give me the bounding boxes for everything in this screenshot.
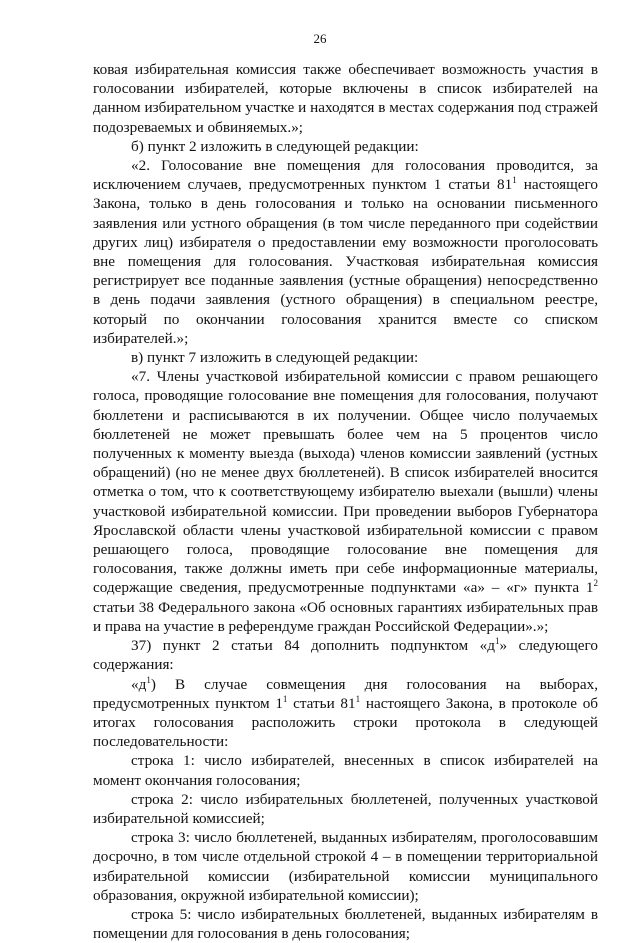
paragraph (93, 828, 598, 905)
paragraph-text: строка 1: число избирателей, внесенных в список избирателей на момент окончания голосования; (93, 752, 598, 789)
paragraph-text: настоящего Закона, только в день голосования и только на основании письменного заявления или устного обращения (в том числе переданного при содействии других лиц) избирателя о предоставлении ему возможности проголосовать вне помещения для голосования. Участковая избирательная комиссия регистрирует все поданные заявления (устные обращения) непосредственно в день подачи заявления (устного обращения) в специальном реестре, который по окончании голосования хранится вместе со списком избирателей.»; (93, 176, 598, 347)
page-number: 26 (313, 31, 327, 46)
paragraph (93, 137, 598, 156)
paragraph (93, 905, 598, 943)
paragraph-text: «д (131, 675, 147, 693)
paragraph (93, 790, 598, 828)
paragraph-text: строка 5: число избирательных бюллетеней, выданных избирателям в помещении для голосования в день голосования; (93, 905, 598, 943)
superscript: 1 (282, 693, 288, 704)
paragraph (93, 636, 598, 674)
paragraph-text: «2. Голосование вне помещения для голосования проводится, за исключением случаев, предусмотренных пунктом 1 статьи 81 (93, 157, 598, 194)
paragraph-text: 37) пункт 2 статьи 84 дополнить подпунктом «д (131, 637, 495, 655)
paragraph-text: б) пункт 2 изложить в следующей редакции: (131, 137, 419, 155)
superscript: 1 (355, 693, 361, 704)
paragraph (93, 675, 598, 752)
paragraph-text: ) В случае совмещения дня голосования на выборах, предусмотренных пунктом 1 (93, 675, 598, 712)
superscript: 1 (494, 636, 500, 647)
superscript: 1 (146, 674, 151, 685)
paragraph (93, 348, 598, 367)
paragraph (93, 751, 598, 789)
document-body (93, 60, 598, 943)
superscript: 1 (512, 175, 517, 186)
paragraph (93, 60, 598, 137)
paragraph (93, 367, 598, 636)
paragraph-text: строка 3: число бюллетеней, выданных избирателям, проголосовавшим досрочно, в том числе отдельной строкой 4 – в помещении территориальной избирательной комиссии (избирательной комиссии муниципального образования, окружной избирательной комиссии); (93, 829, 598, 904)
superscript: 2 (593, 578, 598, 589)
paragraph-text: в) пункт 7 изложить в следующей редакции: (131, 349, 419, 367)
paragraph-text: статьи 38 Федерального закона «Об основных гарантиях избирательных прав и права на участие в референдуме граждан Российской Федерации».»; (93, 598, 598, 635)
paragraph-text: ковая избирательная комиссия также обеспечивает возможность участия в голосовании избирателей, которые включены в список избирателей на данном избирательном участке и находятся в местах содержания под стражей подозреваемых и обвиняемых.»; (93, 61, 598, 136)
paragraph-text: настоящего Закона, в протоколе об итогах голосования расположить строки протокола в следующей последовательности: (93, 694, 599, 751)
paragraph-text: » следующего содержания: (93, 637, 598, 674)
paragraph-text: строка 2: число избирательных бюллетеней, полученных участковой избирательной комиссией; (93, 790, 598, 827)
paragraph (93, 156, 598, 348)
paragraph-text: статьи 81 (287, 694, 356, 712)
paragraph-text: «7. Члены участковой избирательной комиссии с правом решающего голоса, проводящие голосование вне помещения для голосования, получают бюллетени и расписываются в их получении. Общее число получаемых бюллетеней не может превышать более чем на 5 процентов число полученных к моменту выезда (выхода) членов комиссии заявлений (устных обращений) (но не менее двух бюллетеней). В список избирателей вносится отметка о том, что к соответствующему избирателю выехали (вышли) члены участковой избирательной комиссии. При проведении выборов Губернатора Ярославской области члены участковой избирательной комиссии с правом решающего голоса, проводящие голосование вне помещения для голосования, также должны иметь при себе информационные материалы, содержащие сведения, предусмотренные подпунктами «а» – «г» пункта 1 (93, 368, 598, 597)
